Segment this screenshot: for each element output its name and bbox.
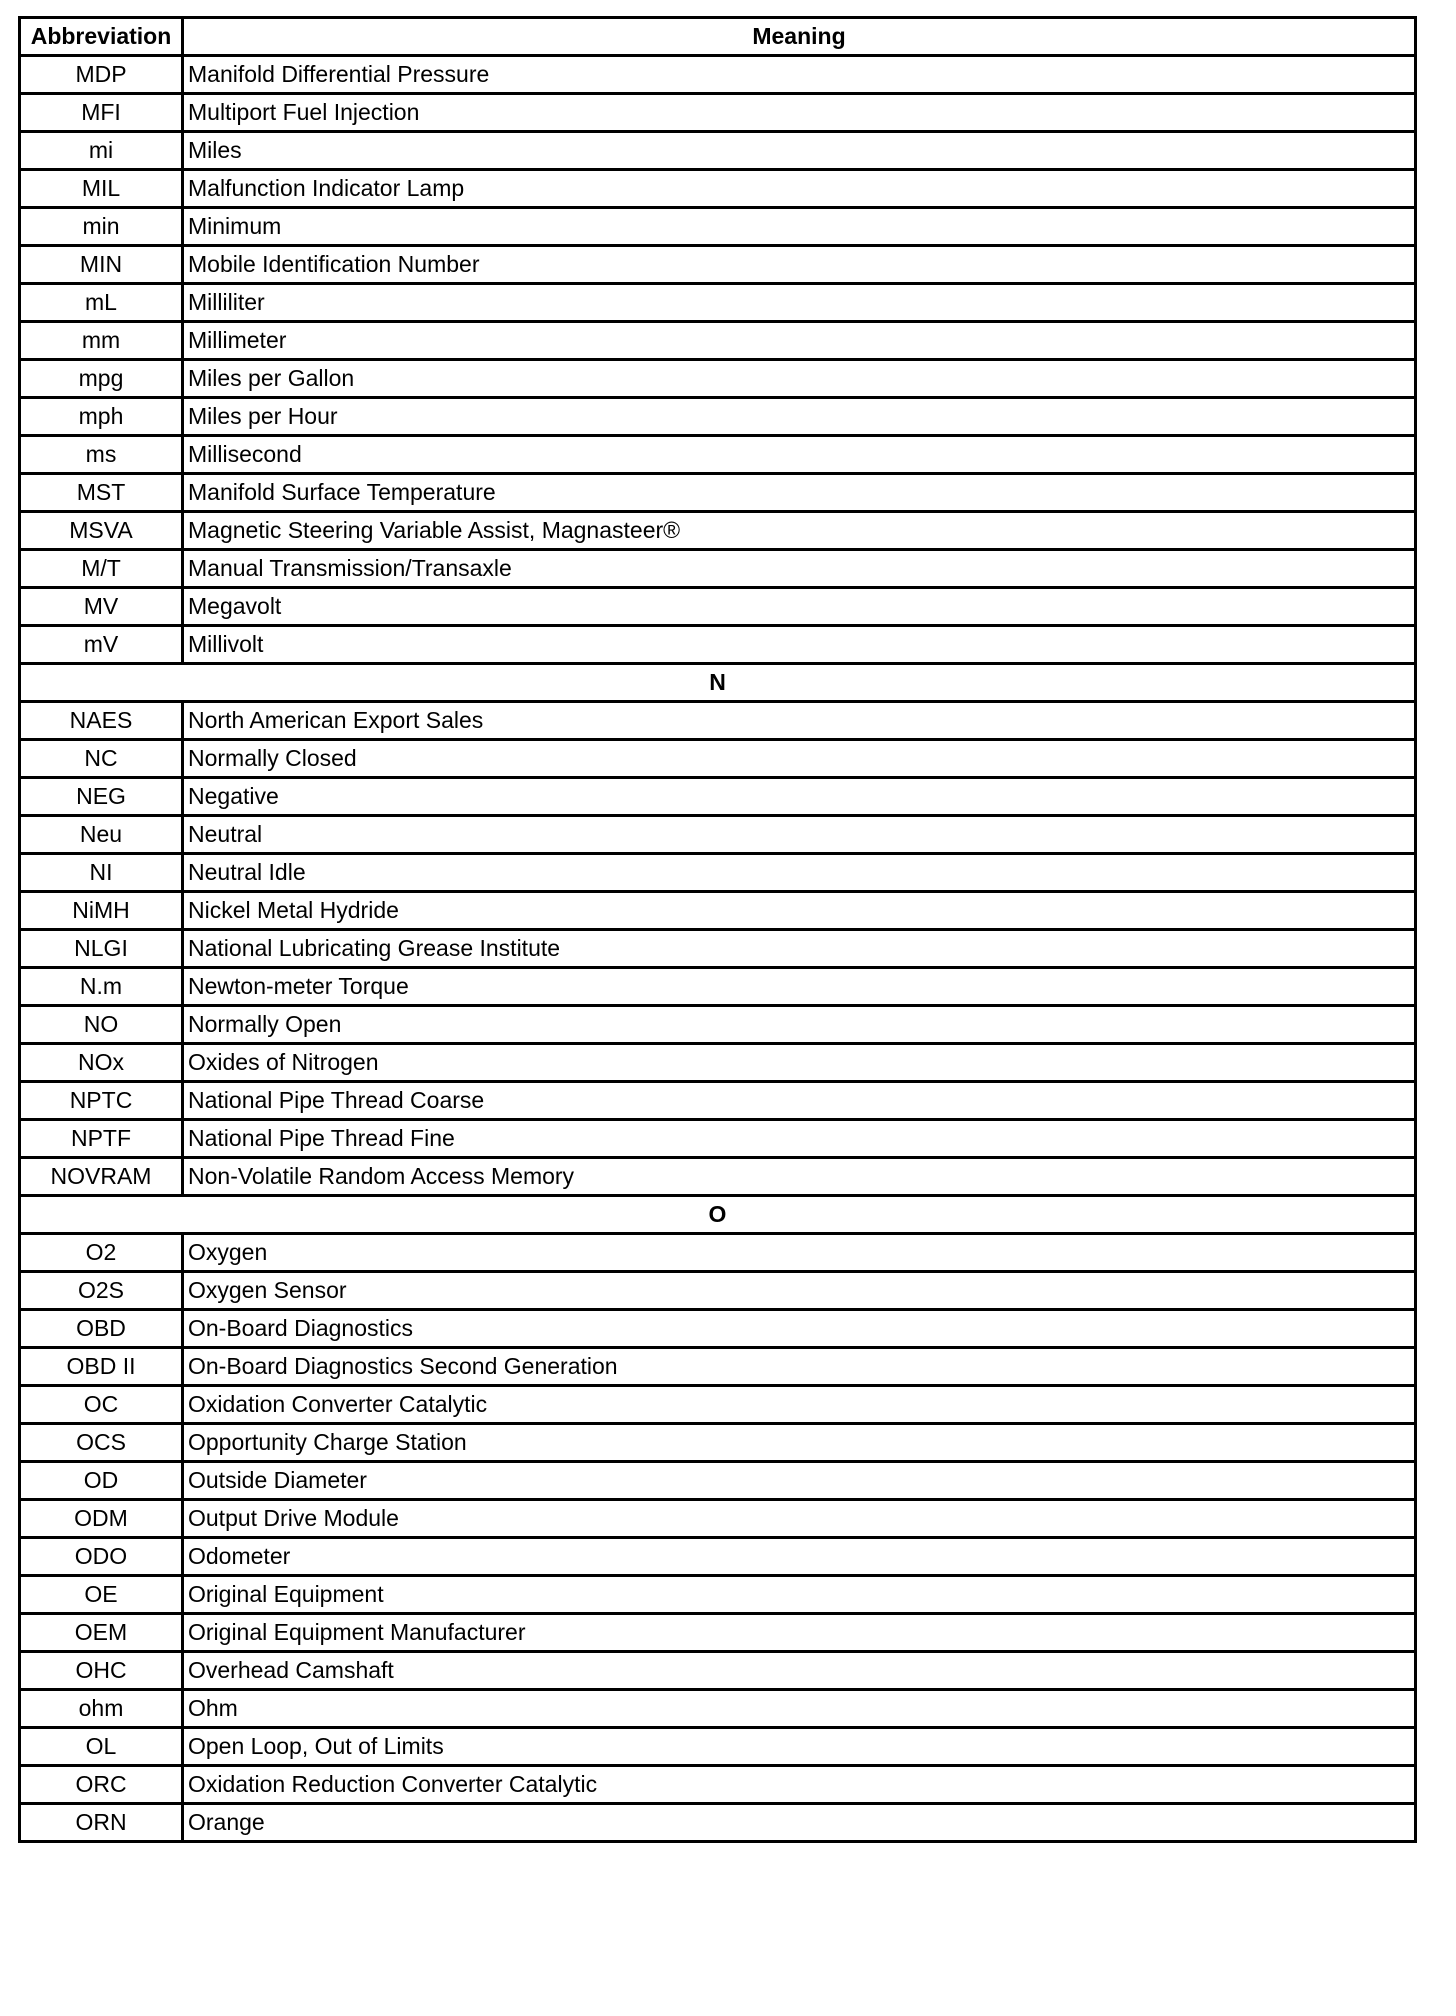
table-row (20, 1424, 1416, 1462)
abbreviation-cell: MIL (20, 170, 183, 208)
meaning-cell: National Pipe Thread Coarse (183, 1082, 1416, 1120)
section-row (20, 664, 1416, 702)
meaning-cell: Neutral Idle (183, 854, 1416, 892)
meaning-cell: Oxidation Reduction Converter Catalytic (183, 1766, 1416, 1804)
table-row (20, 740, 1416, 778)
meaning-cell: On-Board Diagnostics (183, 1310, 1416, 1348)
table-row (20, 170, 1416, 208)
meaning-cell: National Lubricating Grease Institute (183, 930, 1416, 968)
table-row (20, 322, 1416, 360)
table-row (20, 588, 1416, 626)
table-row (20, 284, 1416, 322)
meaning-cell: Megavolt (183, 588, 1416, 626)
meaning-cell: Minimum (183, 208, 1416, 246)
abbreviation-cell: mL (20, 284, 183, 322)
section-row (20, 1196, 1416, 1234)
meaning-cell: Manifold Differential Pressure (183, 56, 1416, 94)
abbreviation-cell: ORC (20, 1766, 183, 1804)
abbreviation-cell: NiMH (20, 892, 183, 930)
meaning-cell: Milliliter (183, 284, 1416, 322)
table-row (20, 1386, 1416, 1424)
table-row (20, 398, 1416, 436)
section-letter: N (20, 664, 1416, 702)
abbreviation-cell: OC (20, 1386, 183, 1424)
table-row (20, 512, 1416, 550)
table-row (20, 1348, 1416, 1386)
meaning-cell: Negative (183, 778, 1416, 816)
abbreviation-cell: ms (20, 436, 183, 474)
meaning-cell: Overhead Camshaft (183, 1652, 1416, 1690)
abbreviation-cell: OD (20, 1462, 183, 1500)
abbreviation-cell: OHC (20, 1652, 183, 1690)
table-row (20, 246, 1416, 284)
abbreviation-cell: NI (20, 854, 183, 892)
table-row (20, 702, 1416, 740)
meaning-cell: Millimeter (183, 322, 1416, 360)
table-row (20, 892, 1416, 930)
abbreviation-cell: OE (20, 1576, 183, 1614)
meaning-cell: Nickel Metal Hydride (183, 892, 1416, 930)
table-row (20, 816, 1416, 854)
abbreviation-cell: MSVA (20, 512, 183, 550)
abbreviation-cell: MDP (20, 56, 183, 94)
abbreviation-cell: NO (20, 1006, 183, 1044)
meaning-cell: Original Equipment Manufacturer (183, 1614, 1416, 1652)
meaning-cell: Outside Diameter (183, 1462, 1416, 1500)
table-row (20, 1538, 1416, 1576)
table-row (20, 360, 1416, 398)
table-row (20, 208, 1416, 246)
meaning-cell: Miles per Hour (183, 398, 1416, 436)
table-row (20, 1234, 1416, 1272)
abbreviation-cell: NOx (20, 1044, 183, 1082)
abbreviation-cell: OBD (20, 1310, 183, 1348)
abbreviation-cell: mpg (20, 360, 183, 398)
abbreviation-cell: NC (20, 740, 183, 778)
abbreviation-cell: min (20, 208, 183, 246)
table-row (20, 436, 1416, 474)
abbreviation-cell: mm (20, 322, 183, 360)
meaning-cell: On-Board Diagnostics Second Generation (183, 1348, 1416, 1386)
meaning-cell: Oxygen Sensor (183, 1272, 1416, 1310)
table-row (20, 1310, 1416, 1348)
meaning-cell: Oxygen (183, 1234, 1416, 1272)
meaning-cell: Oxidation Converter Catalytic (183, 1386, 1416, 1424)
table-row (20, 968, 1416, 1006)
abbreviation-cell: ORN (20, 1804, 183, 1842)
meaning-cell: Oxides of Nitrogen (183, 1044, 1416, 1082)
table-row (20, 1690, 1416, 1728)
meaning-cell: Miles (183, 132, 1416, 170)
meaning-cell: Manifold Surface Temperature (183, 474, 1416, 512)
abbreviation-cell: NPTF (20, 1120, 183, 1158)
meaning-cell: Magnetic Steering Variable Assist, Magnasteer® (183, 512, 1416, 550)
abbreviation-cell: ODO (20, 1538, 183, 1576)
table-row (20, 94, 1416, 132)
meaning-cell: Ohm (183, 1690, 1416, 1728)
meaning-cell: Opportunity Charge Station (183, 1424, 1416, 1462)
abbreviation-cell: MST (20, 474, 183, 512)
meaning-cell: Millivolt (183, 626, 1416, 664)
meaning-cell: Normally Closed (183, 740, 1416, 778)
meaning-cell: Malfunction Indicator Lamp (183, 170, 1416, 208)
table-row (20, 778, 1416, 816)
table-row (20, 1158, 1416, 1196)
meaning-cell: Multiport Fuel Injection (183, 94, 1416, 132)
abbreviation-cell: M/T (20, 550, 183, 588)
table-row (20, 1462, 1416, 1500)
table-row (20, 56, 1416, 94)
meaning-cell: Non-Volatile Random Access Memory (183, 1158, 1416, 1196)
meaning-cell: Odometer (183, 1538, 1416, 1576)
table-row (20, 1082, 1416, 1120)
table-row (20, 1614, 1416, 1652)
abbreviation-cell: NAES (20, 702, 183, 740)
table-row (20, 1804, 1416, 1842)
meaning-cell: Original Equipment (183, 1576, 1416, 1614)
abbreviation-cell: OCS (20, 1424, 183, 1462)
table-row (20, 1120, 1416, 1158)
table-row (20, 1766, 1416, 1804)
meaning-cell: National Pipe Thread Fine (183, 1120, 1416, 1158)
abbreviation-cell: MIN (20, 246, 183, 284)
table-row (20, 930, 1416, 968)
table-row (20, 1652, 1416, 1690)
abbreviation-cell: MV (20, 588, 183, 626)
abbreviation-cell: mi (20, 132, 183, 170)
abbreviation-table (18, 16, 1417, 1843)
table-row (20, 1272, 1416, 1310)
meaning-cell: Millisecond (183, 436, 1416, 474)
meaning-cell: Manual Transmission/Transaxle (183, 550, 1416, 588)
table-row (20, 132, 1416, 170)
meaning-cell: North American Export Sales (183, 702, 1416, 740)
abbreviation-cell: NEG (20, 778, 183, 816)
meaning-cell: Miles per Gallon (183, 360, 1416, 398)
table-row (20, 1044, 1416, 1082)
abbreviation-cell: MFI (20, 94, 183, 132)
meaning-cell: Mobile Identification Number (183, 246, 1416, 284)
abbreviation-cell: ODM (20, 1500, 183, 1538)
meaning-cell: Output Drive Module (183, 1500, 1416, 1538)
meaning-cell: Neutral (183, 816, 1416, 854)
meaning-cell: Open Loop, Out of Limits (183, 1728, 1416, 1766)
table-row (20, 626, 1416, 664)
table-row (20, 1006, 1416, 1044)
abbreviation-cell: OBD II (20, 1348, 183, 1386)
table-row (20, 1576, 1416, 1614)
abbreviation-cell: Neu (20, 816, 183, 854)
header-abbreviation: Abbreviation (20, 18, 183, 56)
header-row (20, 18, 1416, 56)
abbreviation-cell: N.m (20, 968, 183, 1006)
meaning-cell: Newton-meter Torque (183, 968, 1416, 1006)
abbreviation-cell: mV (20, 626, 183, 664)
table-row (20, 1500, 1416, 1538)
abbreviation-cell: OEM (20, 1614, 183, 1652)
abbreviation-cell: NLGI (20, 930, 183, 968)
table-row (20, 550, 1416, 588)
abbreviation-cell: NPTC (20, 1082, 183, 1120)
meaning-cell: Orange (183, 1804, 1416, 1842)
table-row (20, 474, 1416, 512)
abbreviation-cell: OL (20, 1728, 183, 1766)
abbreviation-cell: O2S (20, 1272, 183, 1310)
abbreviation-cell: NOVRAM (20, 1158, 183, 1196)
header-meaning: Meaning (183, 18, 1416, 56)
table-row (20, 854, 1416, 892)
abbreviation-cell: O2 (20, 1234, 183, 1272)
table-body (20, 56, 1416, 1842)
abbreviation-cell: mph (20, 398, 183, 436)
meaning-cell: Normally Open (183, 1006, 1416, 1044)
section-letter: O (20, 1196, 1416, 1234)
abbreviation-cell: ohm (20, 1690, 183, 1728)
table-row (20, 1728, 1416, 1766)
